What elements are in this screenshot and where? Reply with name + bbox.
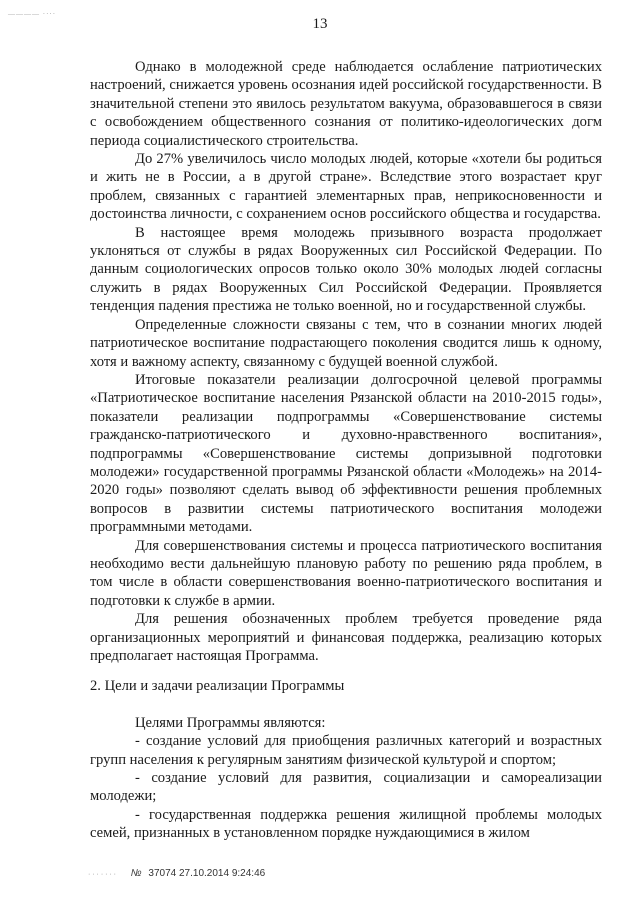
paragraph: Для совершенствования системы и процесса патриотического воспитания необходимо вести дальнейшую плановую работу по решению ряда проблем, в том числе в области совершенствования военно-патриотического воспитания и подготовки к службе в армии.	[90, 537, 602, 609]
scan-corner-mark: ———— ····	[8, 10, 57, 18]
goal-item: - создание условий для приобщения различных категорий и возрастных групп населения к регулярным занятиям физической культурой и спортом;	[90, 733, 602, 768]
paragraph: Для решения обозначенных проблем требуется проведение ряда организационных мероприятий и финансовая поддержка, реализацию которых предполагает настоящая Программа.	[90, 611, 602, 664]
document-footer	[88, 868, 265, 879]
number-sign: №	[130, 868, 142, 879]
goal-item: - государственная поддержка решения жилищной проблемы молодых семей, признанных в установленном порядке нуждающимися в жилом	[90, 806, 602, 842]
paragraph: Итоговые показатели реализации долгосрочной целевой программы «Патриотическое воспитание населения Рязанской области на 2010-2015 годы», показатели реализации подпрограммы «Совершенствование системы гражданско-патриотического и духовно-нравственного воспитания», подпрограммы «Совершенствование системы допризывной подготовки молодежи» государственной программы Рязанской области «Молодежь» на 2014-2020 годы» позволяют сделать вывод об эффективности решения проблемных вопросов в развитии системы патриотического воспитания молодежи программными методами.	[90, 371, 602, 536]
registration-stamp: · · · · · · ·	[88, 871, 116, 878]
paragraph: Определенные сложности связаны с тем, что в сознании многих людей патриотическое воспитание подрастающего поколения сводится лишь к одному, хотя и важному аспекту, связанному с будущей военной службой.	[90, 316, 602, 370]
paragraph: До 27% увеличилось число молодых людей, которые «хотели бы родиться и жить не в России, а в другой стране». Вследствие этого возрастает круг проблем, связанных с гарантией элементарных прав, неприкосновенности и достоинства личности, с сохранением основ российского общества и государства.	[90, 151, 602, 223]
page-number: 13	[312, 16, 328, 32]
document-number: 37074	[148, 868, 177, 879]
paragraph: Однако в молодежной среде наблюдается ослабление патриотических настроений, снижается уровень осознания идей российской государственности. В значительной степени это явилось результатом вакуума, образовавшегося в связи с освобождением общественного сознания от политико-идеологических догм периода социалистического строительства.	[90, 59, 602, 149]
document-timestamp: 27.10.2014 9:24:46	[179, 868, 266, 879]
paragraph: В настоящее время молодежь призывного возраста продолжает уклоняться от службы в рядах Вооруженных сил Российской Федерации. По данным социологических опросов только около 30% молодых людей согласны служить в рядах Вооруженных Сил Российской Федерации. Проявляется тенденция падения престижа не только военной, но и государственной службы.	[90, 224, 602, 315]
section-title: 2. Цели и задачи реализации Программы	[90, 678, 345, 695]
goals-intro: Целями Программы являются:	[135, 714, 326, 731]
goal-item: - создание условий для развития, социализации и самореализации молодежи;	[90, 770, 602, 805]
document-body	[90, 58, 602, 843]
